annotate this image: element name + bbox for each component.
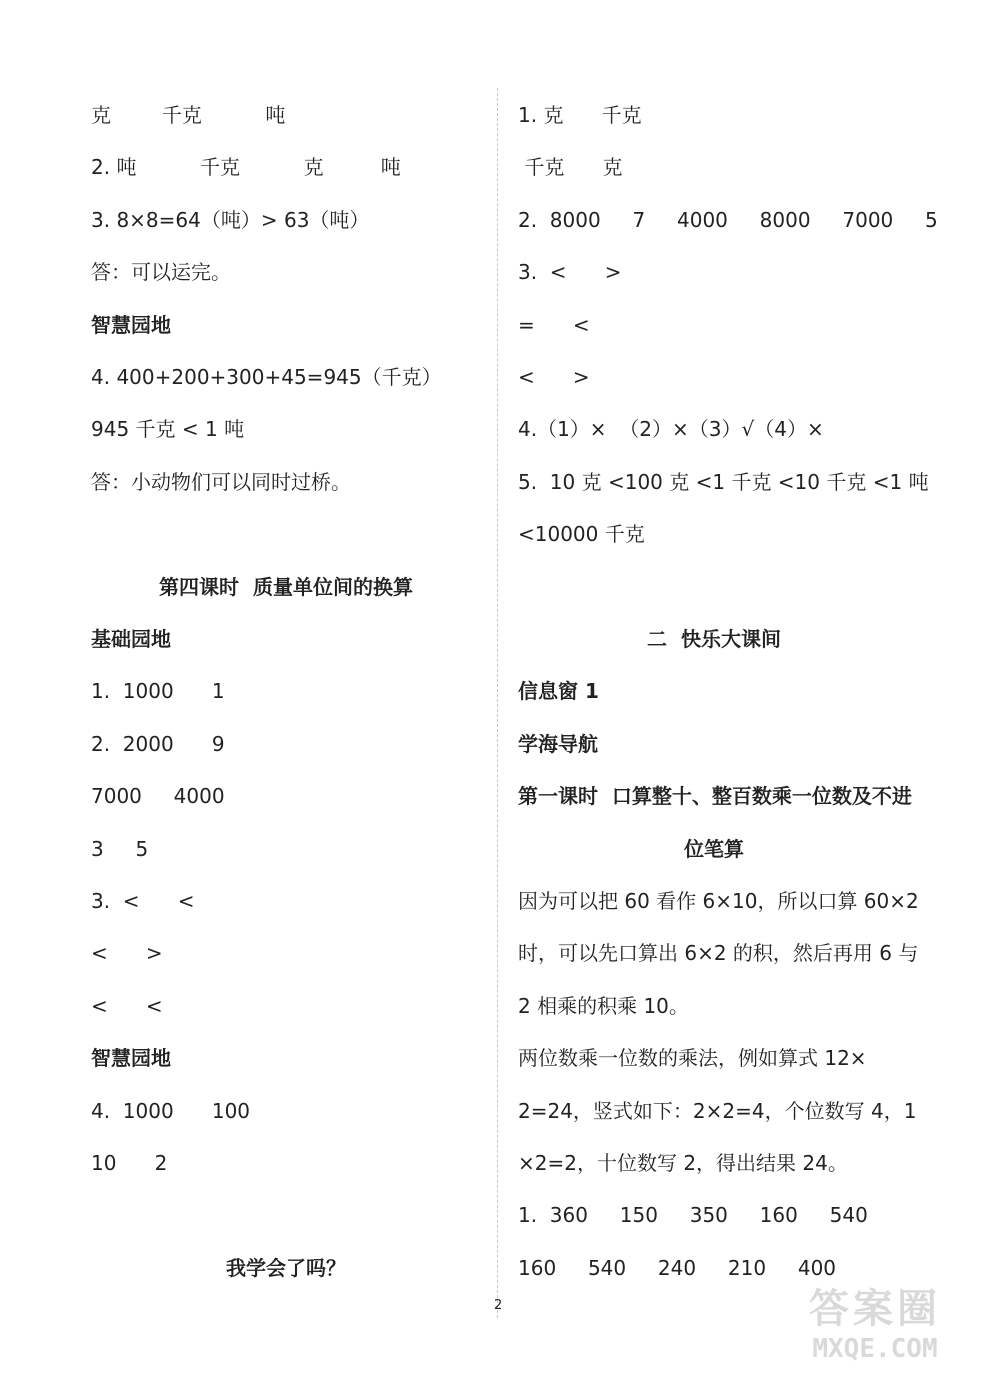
left-line: 我学会了吗？ (226, 1256, 346, 1280)
watermark-main: 答案圈 (809, 1286, 941, 1332)
left-line: 克 千克 吨 (91, 103, 286, 127)
left-line: 4. 400+200+300+45=945（千克） (91, 365, 442, 389)
left-line: 智慧园地 (91, 313, 171, 337)
left-line: 10 2 (91, 1151, 168, 1175)
watermark-logo (760, 1285, 990, 1370)
right-line: = < (518, 313, 590, 337)
left-line: < > (91, 941, 163, 965)
right-line: 1. 克 千克 (518, 103, 642, 127)
right-line: < > (518, 365, 590, 389)
left-line: 3. 8×8=64（吨）> 63（吨） (91, 208, 370, 232)
left-line: < < (91, 994, 163, 1018)
right-line: 160 540 240 210 400 (518, 1256, 837, 1280)
right-line: 信息窗 1 (518, 679, 599, 703)
right-line: 1. 360 150 350 160 540 (518, 1203, 868, 1227)
right-line: 4.（1）× （2）×（3）√（4）× (518, 417, 824, 441)
left-line: 3. < < (91, 889, 195, 913)
right-line: 2=24，竖式如下：2×2=4，个位数写 4，1 (518, 1099, 917, 1123)
right-line: 2 相乘的积乘 10。 (518, 994, 689, 1018)
left-line: 2. 2000 9 (91, 732, 225, 756)
page-number: 2 (494, 1298, 503, 1313)
right-line: 两位数乘一位数的乘法，例如算式 12× (518, 1046, 867, 1070)
left-line: 1. 1000 1 (91, 679, 225, 703)
left-line: 4. 1000 100 (91, 1099, 251, 1123)
left-line: 3 5 (91, 837, 149, 861)
right-line: 5. 10 克 <100 克 <1 千克 <10 千克 <1 吨 (518, 470, 929, 494)
left-line: 智慧园地 (91, 1046, 171, 1070)
right-line: 2. 8000 7 4000 8000 7000 5 (518, 208, 938, 232)
left-line: 基础园地 (91, 627, 171, 651)
right-line: 二 快乐大课间 (647, 627, 781, 651)
right-line: 位笔算 (684, 837, 744, 861)
right-line: 学海导航 (518, 732, 598, 756)
right-line: 3. < > (518, 260, 622, 284)
right-line: 第一课时 口算整十、整百数乘一位数及不进 (518, 784, 912, 808)
right-line: ×2=2，十位数写 2，得出结果 24。 (518, 1151, 848, 1175)
left-line: 第四课时 质量单位间的换算 (159, 575, 413, 599)
left-line: 答：小动物们可以同时过桥。 (91, 470, 351, 494)
right-line: 时，可以先口算出 6×2 的积，然后再用 6 与 (518, 941, 919, 965)
left-line: 945 千克 < 1 吨 (91, 417, 245, 441)
left-line: 7000 4000 (91, 784, 225, 808)
left-line: 答：可以运完。 (91, 260, 231, 284)
right-line: <10000 千克 (518, 522, 645, 546)
watermark-sub: MXQE.COM (812, 1334, 938, 1364)
right-line: 因为可以把 60 看作 6×10，所以口算 60×2 (518, 889, 919, 913)
column-divider (497, 88, 498, 1318)
left-line: 2. 吨 千克 克 吨 (91, 155, 401, 179)
right-line: 千克 克 (518, 155, 623, 179)
